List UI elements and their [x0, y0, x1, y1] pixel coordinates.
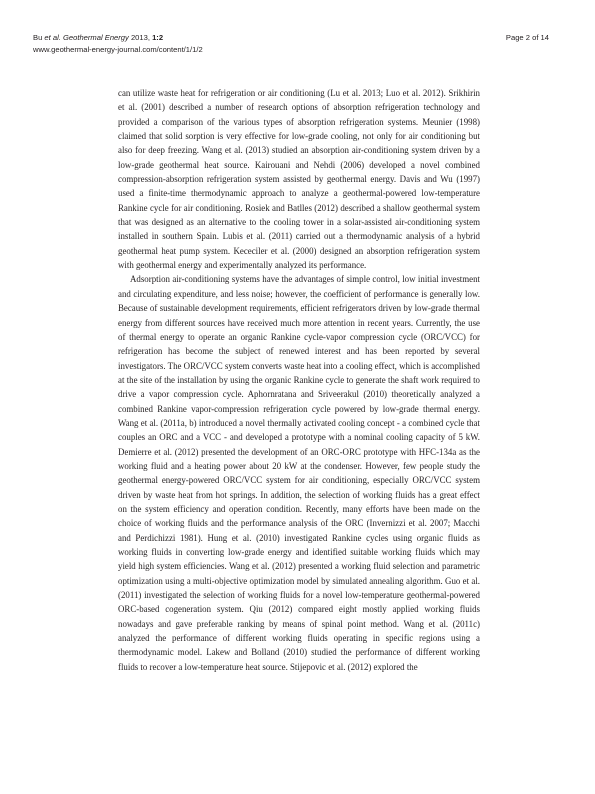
citation-line — [33, 32, 203, 44]
volume-issue: 1:2 — [152, 33, 164, 42]
journal-url[interactable]: www.geothermal-energy-journal.com/content/1/1/2 — [33, 44, 203, 54]
paragraph-1: can utilize waste heat for refrigeration or air conditioning (Lu et al. 2013; Luo et al. 2012). Srikhirin et al. (2001) described a number of research options of absorption refrigeration technology and provided a comparison of the various types of absorption refrigeration systems. Meunier (1998) claimed that solid sorption is very effective for low-grade cooling, not only for air conditioning but also for deep freezing. Wang et al. (2013) studied an absorption air-conditioning system driven by a low-grade geothermal heat source. Kairouani and Nehdi (2006) developed a novel combined compression-absorption refrigeration system assisted by geothermal energy. Davis and Wu (1997) used a finite-time thermodynamic approach to analyze a geothermal-powered low-temperature Rankine cycle for air conditioning. Rosiek and Batlles (2012) described a shallow geothermal system that was designed as an alternative to the cooling tower in a solar-assisted air-conditioning system installed in southern Spain. Lubis et al. (2011) carried out a thermodynamic analysis of a hybrid geothermal heat pump system. Kececiler et al. (2000) designed an absorption refrigeration system with geothermal energy and experimentally analyzed its performance. — [118, 88, 480, 271]
author-name: Bu — [33, 33, 45, 42]
article-body — [118, 86, 480, 674]
paragraph-2: Adsorption air-conditioning systems have the advantages of simple control, low initial investment and circulating expenditure, and less noise; however, the coefficient of performance is generally low. Because of sustainable development requirements, efficient refrigerators driven by low-grade thermal energy from different sources have received much more attention in recent years. Currently, the use of thermal energy to operate an organic Rankine cycle-vapor compression cycle (ORC/VCC) for refrigeration has become the subject of renewed interest and has been reported by several investigators. The ORC/VCC system converts waste heat into a cooling effect, which is accomplished at the site of the installation by using the organic Rankine cycle to generate the shaft work required to drive a vapor compression cycle. Aphornratana and Sriveerakul (2010) theoretically analyzed a combined Rankine vapor-compression refrigeration cycle powered by low-grade thermal energy. Wang et al. (2011a, b) introduced a novel thermally activated cooling concept - a combined cycle that couples an ORC and a VCC - and developed a prototype with a nominal cooling capacity of 5 kW. Demierre et al. (2012) presented the development of an ORC-ORC prototype with HFC-134a as the working fluid and a heating power about 20 kW at the condenser. However, few people study the geothermal energy-powered ORC/VCC system for air conditioning, especially ORC/VCC system driven by waste heat from hot springs. In addition, the selection of working fluids has a great effect on the system efficiency and operation condition. Recently, many efforts have been made on the choice of working fluids and the performance analysis of the ORC (Invernizzi et al. 2007; Macchi and Perdichizzi 1981). Hung et al. (2010) investigated Rankine cycles using organic fluids as working fluids in converting low-grade energy and identified suitable working fluids which may yield high system efficiencies. Wang et al. (2012) presented a working fluid selection and parametric optimization using a multi-objective optimization model by simulated annealing algorithm. Guo et al. (2011) investigated the selection of working fluids for a novel low-temperature geothermal-powered ORC-based cogeneration system. Qiu (2012) compared eight mostly applied working fluids nowadays and gave preferable ranking by means of spinal point method. Wang et al. (2011c) analyzed the performance of different working fluids operating in specific regions using a thermodynamic model. Lakew and Bolland (2010) studied the performance of different working fluids to recover a low-temperature heat source. Stijepovic et al. (2012) explored the — [118, 274, 480, 672]
page-number: Page 2 of 14 — [505, 33, 549, 42]
running-header — [33, 32, 203, 55]
et-al: et al. — [44, 33, 61, 42]
journal-name: Geothermal Energy — [60, 33, 129, 42]
year-volume: 2013, — [128, 33, 153, 42]
